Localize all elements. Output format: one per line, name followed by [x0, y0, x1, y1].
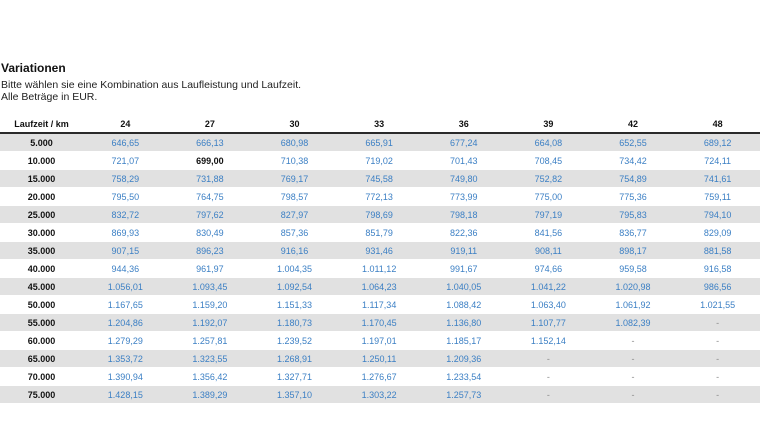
column-header-term: 27 [168, 115, 253, 133]
rate-option-cell[interactable]: 1.323,55 [168, 350, 253, 368]
rate-option-cell[interactable]: 1.152,14 [506, 332, 591, 350]
table-row [0, 206, 760, 224]
rate-option-cell[interactable]: 795,83 [591, 206, 676, 224]
unavailable-cell: - [591, 386, 676, 404]
mileage-label: 45.000 [0, 278, 83, 296]
rate-option-cell[interactable]: 775,00 [506, 188, 591, 206]
unavailable-cell: - [506, 350, 591, 368]
rate-option-cell[interactable]: 798,69 [337, 206, 422, 224]
table-row [0, 332, 760, 350]
table-header-row [0, 115, 760, 133]
rate-option-cell[interactable]: 731,88 [168, 170, 253, 188]
rate-option-cell[interactable]: 830,49 [168, 224, 253, 242]
rate-option-cell[interactable]: 1.092,54 [252, 278, 337, 296]
rate-option-cell[interactable]: 1.041,22 [506, 278, 591, 296]
instruction-text: Bitte wählen sie eine Kombination aus Laufleistung und Laufzeit. [1, 79, 302, 91]
rate-option-cell[interactable]: 959,58 [591, 260, 676, 278]
rate-option-cell[interactable]: 1.353,72 [83, 350, 168, 368]
rate-option-cell[interactable]: 666,13 [168, 133, 253, 152]
unavailable-cell: - [591, 332, 676, 350]
rate-option-cell[interactable]: 769,17 [252, 170, 337, 188]
rate-option-cell[interactable]: 719,02 [337, 152, 422, 170]
rate-option-cell[interactable]: 1.151,33 [252, 296, 337, 314]
table-row [0, 224, 760, 242]
rate-option-cell[interactable]: 916,16 [252, 242, 337, 260]
rate-option-cell[interactable]: 741,61 [675, 170, 760, 188]
rate-option-cell[interactable]: 1.056,01 [83, 278, 168, 296]
unavailable-cell: - [675, 368, 760, 386]
rate-option-cell[interactable]: 665,91 [337, 133, 422, 152]
table-row [0, 260, 760, 278]
table-row [0, 296, 760, 314]
rate-option-cell[interactable]: 1.004,35 [252, 260, 337, 278]
table-row [0, 386, 760, 404]
mileage-label: 30.000 [0, 224, 83, 242]
rate-option-cell[interactable]: 1.040,05 [421, 278, 506, 296]
column-header-term: 33 [337, 115, 422, 133]
rate-option-cell[interactable]: 721,07 [83, 152, 168, 170]
table-row [0, 314, 760, 332]
mileage-label: 75.000 [0, 386, 83, 404]
rate-option-cell[interactable]: 1.170,45 [337, 314, 422, 332]
rate-option-cell[interactable]: 734,42 [591, 152, 676, 170]
rate-option-cell[interactable]: 798,57 [252, 188, 337, 206]
rate-option-cell[interactable]: 974,66 [506, 260, 591, 278]
mileage-label: 55.000 [0, 314, 83, 332]
rate-option-cell[interactable]: 797,19 [506, 206, 591, 224]
rate-option-cell[interactable]: 1.279,29 [83, 332, 168, 350]
rate-option-cell[interactable]: 1.061,92 [591, 296, 676, 314]
table-row [0, 242, 760, 260]
rate-option-cell[interactable]: 907,15 [83, 242, 168, 260]
rate-option-cell[interactable]: 986,56 [675, 278, 760, 296]
rate-option-cell[interactable]: 1.082,39 [591, 314, 676, 332]
unavailable-cell: - [506, 386, 591, 404]
rate-option-cell[interactable]: 797,62 [168, 206, 253, 224]
rate-option-cell[interactable]: 646,65 [83, 133, 168, 152]
mileage-label: 5.000 [0, 133, 83, 152]
rate-option-cell[interactable]: 832,72 [83, 206, 168, 224]
rate-option-cell[interactable]: 764,75 [168, 188, 253, 206]
rate-option-cell[interactable]: 680,98 [252, 133, 337, 152]
rate-option-cell[interactable]: 991,67 [421, 260, 506, 278]
table-row [0, 368, 760, 386]
mileage-label: 10.000 [0, 152, 83, 170]
mileage-label: 20.000 [0, 188, 83, 206]
rate-option-cell[interactable]: 749,80 [421, 170, 506, 188]
currency-note: Alle Beträge in EUR. [1, 91, 98, 103]
rate-option-cell[interactable]: 1.257,81 [168, 332, 253, 350]
column-header-term: 36 [421, 115, 506, 133]
rate-option-cell[interactable]: 1.204,86 [83, 314, 168, 332]
rate-option-cell[interactable]: 1.167,65 [83, 296, 168, 314]
rate-option-cell[interactable]: 869,93 [83, 224, 168, 242]
rate-option-cell[interactable]: 1.428,15 [83, 386, 168, 404]
rate-option-cell[interactable]: 829,09 [675, 224, 760, 242]
rate-option-cell[interactable]: 798,18 [421, 206, 506, 224]
mileage-label: 60.000 [0, 332, 83, 350]
rate-option-cell[interactable]: 773,99 [421, 188, 506, 206]
unavailable-cell: - [675, 332, 760, 350]
rate-option-cell[interactable]: 1.021,55 [675, 296, 760, 314]
mileage-label: 15.000 [0, 170, 83, 188]
unavailable-cell: - [675, 386, 760, 404]
rate-option-cell[interactable]: 841,56 [506, 224, 591, 242]
rate-option-cell[interactable]: 794,10 [675, 206, 760, 224]
rate-option-cell[interactable]: 916,58 [675, 260, 760, 278]
rate-option-cell[interactable]: 931,46 [337, 242, 422, 260]
rate-option-cell[interactable]: 1.389,29 [168, 386, 253, 404]
table-row [0, 350, 760, 368]
table-row [0, 133, 760, 152]
mileage-label: 70.000 [0, 368, 83, 386]
rate-option-cell[interactable]: 1.117,34 [337, 296, 422, 314]
rate-option-cell[interactable]: 1.257,73 [421, 386, 506, 404]
rate-option-cell[interactable]: 1.107,77 [506, 314, 591, 332]
rate-option-cell[interactable]: 1.159,20 [168, 296, 253, 314]
table-body [0, 133, 760, 403]
rate-option-cell[interactable]: 896,23 [168, 242, 253, 260]
rate-option-cell[interactable]: 961,97 [168, 260, 253, 278]
rate-option-cell[interactable]: 1.185,17 [421, 332, 506, 350]
rate-option-cell[interactable]: 1.357,10 [252, 386, 337, 404]
page-title: Variationen [1, 61, 66, 75]
rate-option-cell[interactable]: 1.093,45 [168, 278, 253, 296]
rate-option-cell[interactable]: 1.327,71 [252, 368, 337, 386]
column-header-term: 30 [252, 115, 337, 133]
rate-option-cell[interactable]: 1.064,23 [337, 278, 422, 296]
unavailable-cell: - [675, 350, 760, 368]
rate-option-cell[interactable]: 836,77 [591, 224, 676, 242]
unavailable-cell: - [591, 350, 676, 368]
rate-option-cell[interactable]: 677,24 [421, 133, 506, 152]
rate-option-cell[interactable]: 1.268,91 [252, 350, 337, 368]
rate-option-cell[interactable]: 1.239,52 [252, 332, 337, 350]
rate-option-cell[interactable]: 1.136,80 [421, 314, 506, 332]
rate-option-cell[interactable]: 1.192,07 [168, 314, 253, 332]
rate-option-cell[interactable]: 857,36 [252, 224, 337, 242]
rate-option-cell[interactable]: 1.233,54 [421, 368, 506, 386]
rate-option-cell[interactable]: 851,79 [337, 224, 422, 242]
rate-option-cell[interactable]: 701,43 [421, 152, 506, 170]
rate-option-cell[interactable]: 689,12 [675, 133, 760, 152]
rate-option-cell[interactable]: 898,17 [591, 242, 676, 260]
mileage-label: 25.000 [0, 206, 83, 224]
rate-option-cell[interactable]: 1.250,11 [337, 350, 422, 368]
rate-option-cell[interactable]: 775,36 [591, 188, 676, 206]
column-header-term: 39 [506, 115, 591, 133]
rate-option-cell[interactable]: 754,89 [591, 170, 676, 188]
rate-option-cell[interactable]: 827,97 [252, 206, 337, 224]
column-header-term: 48 [675, 115, 760, 133]
mileage-label: 50.000 [0, 296, 83, 314]
rate-option-cell[interactable]: 1.209,36 [421, 350, 506, 368]
column-header-term: 24 [83, 115, 168, 133]
variations-table [0, 115, 760, 403]
rate-option-cell[interactable]: 752,82 [506, 170, 591, 188]
rate-option-cell[interactable]: 664,08 [506, 133, 591, 152]
table-row [0, 188, 760, 206]
rate-option-cell[interactable]: 708,45 [506, 152, 591, 170]
rate-option-cell[interactable]: 1.011,12 [337, 260, 422, 278]
rate-option-cell[interactable]: 1.303,22 [337, 386, 422, 404]
rate-option-cell[interactable]: 1.020,98 [591, 278, 676, 296]
unavailable-cell: - [675, 314, 760, 332]
mileage-label: 65.000 [0, 350, 83, 368]
rate-option-cell[interactable]: 745,58 [337, 170, 422, 188]
variations-table-viewport[interactable] [0, 115, 736, 400]
corner-header: Laufzeit / km [0, 115, 83, 133]
rate-option-cell[interactable]: 822,36 [421, 224, 506, 242]
rate-option-cell[interactable]: 1.063,40 [506, 296, 591, 314]
rate-option-cell[interactable]: 1.276,67 [337, 368, 422, 386]
rate-option-cell[interactable]: 710,38 [252, 152, 337, 170]
rate-option-cell[interactable]: 1.180,73 [252, 314, 337, 332]
rate-option-cell[interactable]: 795,50 [83, 188, 168, 206]
rate-option-cell[interactable]: 1.356,42 [168, 368, 253, 386]
unavailable-cell: - [506, 368, 591, 386]
rate-option-cell[interactable]: 772,13 [337, 188, 422, 206]
rate-option-cell[interactable]: 759,11 [675, 188, 760, 206]
rate-option-cell[interactable]: 1.197,01 [337, 332, 422, 350]
column-header-term: 42 [591, 115, 676, 133]
rate-option-cell[interactable]: 1.390,94 [83, 368, 168, 386]
rate-option-cell[interactable]: 908,11 [506, 242, 591, 260]
selected-rate-cell[interactable]: 699,00 [168, 152, 253, 170]
rate-option-cell[interactable]: 758,29 [83, 170, 168, 188]
mileage-label: 35.000 [0, 242, 83, 260]
table-row [0, 278, 760, 296]
table-row [0, 170, 760, 188]
rate-option-cell[interactable]: 724,11 [675, 152, 760, 170]
rate-option-cell[interactable]: 944,36 [83, 260, 168, 278]
rate-option-cell[interactable]: 881,58 [675, 242, 760, 260]
table-row [0, 152, 760, 170]
mileage-label: 40.000 [0, 260, 83, 278]
rate-option-cell[interactable]: 919,11 [421, 242, 506, 260]
unavailable-cell: - [591, 368, 676, 386]
rate-option-cell[interactable]: 652,55 [591, 133, 676, 152]
rate-option-cell[interactable]: 1.088,42 [421, 296, 506, 314]
